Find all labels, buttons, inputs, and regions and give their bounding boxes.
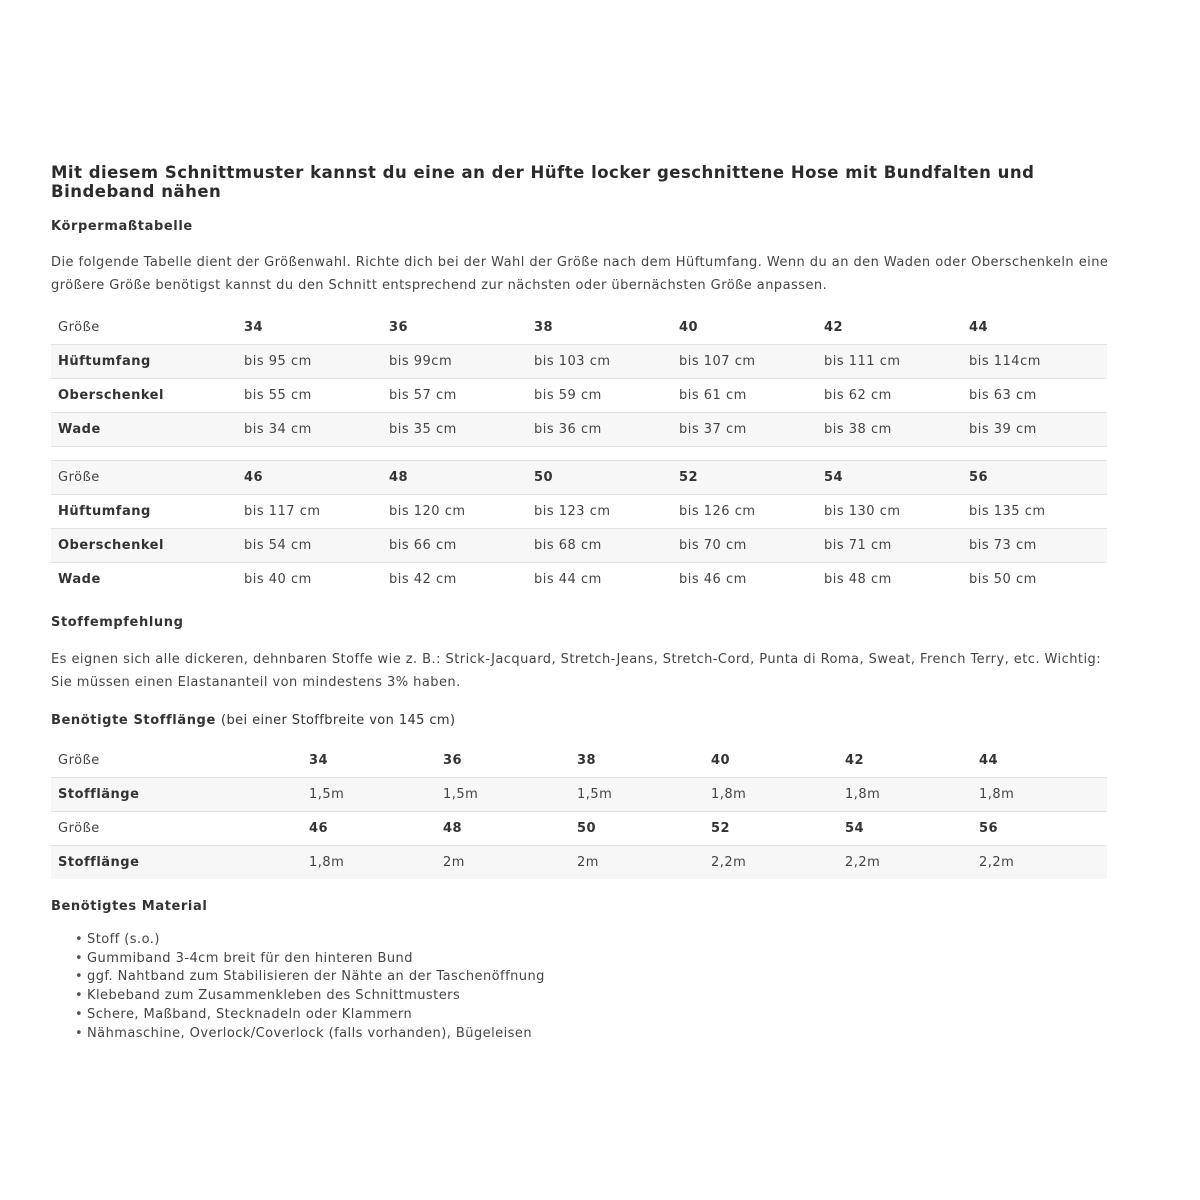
fabric-recommendation-text: Es eignen sich alle dickeren, dehnbaren Stoffe wie z. B.: Strick-Jacquard, Stretch-Jeans, Stretch-Cord, Punta di Roma, Sweat, French Terry, etc. Wichtig: Sie müssen einen Elastananteil von mindestens 3% haben.	[51, 652, 1102, 690]
measurement-cell: bis 54 cm	[237, 529, 382, 563]
body-measurements-heading: Körpermaßtabelle	[51, 219, 193, 234]
length-cell: 1,5m	[302, 778, 436, 812]
length-cell: 1,5m	[436, 778, 570, 812]
measurement-cell: bis 57 cm	[382, 379, 527, 413]
measurement-cell: bis 34 cm	[237, 413, 382, 447]
measurement-cell: bis 130 cm	[817, 495, 962, 529]
length-cell: 1,5m	[570, 778, 704, 812]
size-cell: 46	[302, 812, 436, 846]
measurement-cell: bis 55 cm	[237, 379, 382, 413]
measurement-cell: bis 35 cm	[382, 413, 527, 447]
size-cell: 36	[436, 744, 570, 778]
table-spacer	[51, 447, 1107, 461]
table-row	[51, 495, 1107, 529]
size-cell: 50	[527, 461, 672, 495]
measurement-cell: bis 135 cm	[962, 495, 1107, 529]
length-cell: 2,2m	[704, 846, 838, 880]
table-row	[51, 846, 1107, 880]
measurement-cell: bis 99cm	[382, 345, 527, 379]
size-cell: 36	[382, 311, 527, 345]
measurement-cell: bis 44 cm	[534, 572, 602, 587]
measurement-cell: bis 103 cm	[527, 345, 672, 379]
table-row	[51, 345, 1107, 379]
table-row	[51, 812, 1107, 846]
length-cell: 2,2m	[838, 846, 972, 880]
length-cell: 2m	[436, 846, 570, 880]
size-cell: 54	[817, 461, 962, 495]
measurement-cell: bis 117 cm	[237, 495, 382, 529]
size-cell: 40	[704, 744, 838, 778]
list-item: • Gummiband 3-4cm breit für den hinteren Bund	[75, 950, 545, 969]
row-label: Größe	[51, 311, 237, 345]
size-cell: 52	[672, 461, 817, 495]
body-measurements-table	[51, 311, 1107, 596]
fabric-length-heading-text: Benötigte Stofflänge	[51, 713, 216, 728]
measurement-cell: bis 40 cm	[244, 572, 312, 587]
measurement-cell: bis 71 cm	[817, 529, 962, 563]
measurement-cell: bis 36 cm	[527, 413, 672, 447]
size-cell: 48	[436, 812, 570, 846]
measurement-cell: bis 126 cm	[672, 495, 817, 529]
measurement-cell: bis 70 cm	[672, 529, 817, 563]
size-cell: 44	[972, 744, 1107, 778]
fabric-length-heading	[51, 713, 455, 729]
measurement-cell: bis 42 cm	[389, 572, 457, 587]
body-measurements-intro: Die folgende Tabelle dient der Größenwahl. Richte dich bei der Wahl der Größe nach dem Hüftumfang. Wenn du an den Waden oder Oberschenkeln eine größere Größe benötigst kannst du den Schnitt entsprechend zur nächsten oder übernächsten Größe anpassen.	[51, 255, 1109, 293]
row-label: Größe	[51, 812, 302, 846]
list-item: • ggf. Nahtband zum Stabilisieren der Nähte an der Taschenöffnung	[75, 968, 545, 987]
length-cell: 1,8m	[838, 778, 972, 812]
size-cell: 42	[817, 311, 962, 345]
length-cell: 2,2m	[972, 846, 1107, 880]
list-item: • Klebeband zum Zusammenkleben des Schnittmusters	[75, 987, 545, 1006]
measurement-cell: bis 123 cm	[527, 495, 672, 529]
size-cell: 42	[838, 744, 972, 778]
row-label: Wade	[51, 413, 237, 447]
length-cell: 1,8m	[704, 778, 838, 812]
size-cell: 34	[302, 744, 436, 778]
row-label: Größe	[51, 744, 302, 778]
measurement-cell: bis 50 cm	[969, 572, 1037, 587]
measurement-cell: bis 107 cm	[672, 345, 817, 379]
row-label: Hüftumfang	[51, 345, 237, 379]
measurement-cell: bis 48 cm	[824, 572, 892, 587]
row-label: Oberschenkel	[51, 529, 237, 563]
list-item: • Stoff (s.o.)	[75, 931, 545, 950]
table-row	[51, 413, 1107, 447]
table-row	[51, 311, 1107, 345]
length-cell: 1,8m	[302, 846, 436, 880]
materials-heading: Benötigtes Material	[51, 899, 208, 914]
size-cell: 34	[237, 311, 382, 345]
list-item: • Nähmaschine, Overlock/Coverlock (falls vorhanden), Bügeleisen	[75, 1025, 545, 1044]
measurement-cell: bis 62 cm	[817, 379, 962, 413]
size-cell: 44	[962, 311, 1107, 345]
size-cell: 56	[962, 461, 1107, 495]
table-row	[51, 778, 1107, 812]
measurement-cell: bis 68 cm	[527, 529, 672, 563]
length-cell: 1,8m	[972, 778, 1107, 812]
measurement-cell: bis 39 cm	[962, 413, 1107, 447]
row-label: Stofflänge	[51, 778, 302, 812]
size-cell: 52	[704, 812, 838, 846]
measurement-cell: bis 73 cm	[962, 529, 1107, 563]
table-row	[51, 461, 1107, 495]
size-cell: 54	[838, 812, 972, 846]
measurement-cell: bis 66 cm	[382, 529, 527, 563]
row-label: Stofflänge	[51, 846, 302, 880]
page-title: Mit diesem Schnittmuster kannst du eine an der Hüfte locker geschnittene Hose mit Bundfalten und Bindeband nähen	[51, 163, 1035, 201]
measurement-cell: bis 37 cm	[672, 413, 817, 447]
list-item: • Schere, Maßband, Stecknadeln oder Klammern	[75, 1006, 545, 1025]
measurement-cell: bis 61 cm	[672, 379, 817, 413]
row-label: Hüftumfang	[51, 495, 237, 529]
materials-list	[75, 931, 545, 1043]
size-cell: 40	[672, 311, 817, 345]
measurement-cell: bis 38 cm	[817, 413, 962, 447]
size-cell: 46	[237, 461, 382, 495]
measurement-cell: bis 120 cm	[382, 495, 527, 529]
length-cell: 2m	[570, 846, 704, 880]
table-row	[51, 744, 1107, 778]
measurement-cell: bis 63 cm	[962, 379, 1107, 413]
size-cell: 50	[570, 812, 704, 846]
row-label: Größe	[51, 461, 237, 495]
fabric-recommendation-heading: Stoffempfehlung	[51, 615, 184, 630]
measurement-cell: bis 95 cm	[237, 345, 382, 379]
measurement-cell: bis 111 cm	[817, 345, 962, 379]
size-cell: 38	[527, 311, 672, 345]
table-row	[51, 529, 1107, 563]
size-cell: 38	[570, 744, 704, 778]
size-cell: 48	[382, 461, 527, 495]
row-label: Wade	[58, 572, 101, 587]
fabric-length-table	[51, 744, 1107, 879]
measurement-cell: bis 59 cm	[527, 379, 672, 413]
fabric-width-note: (bei einer Stoffbreite von 145 cm)	[221, 713, 456, 728]
table-row	[51, 379, 1107, 413]
measurement-cell: bis 46 cm	[679, 572, 747, 587]
size-cell: 56	[972, 812, 1107, 846]
row-label: Oberschenkel	[51, 379, 237, 413]
table-row	[51, 563, 1107, 597]
measurement-cell: bis 114cm	[962, 345, 1107, 379]
